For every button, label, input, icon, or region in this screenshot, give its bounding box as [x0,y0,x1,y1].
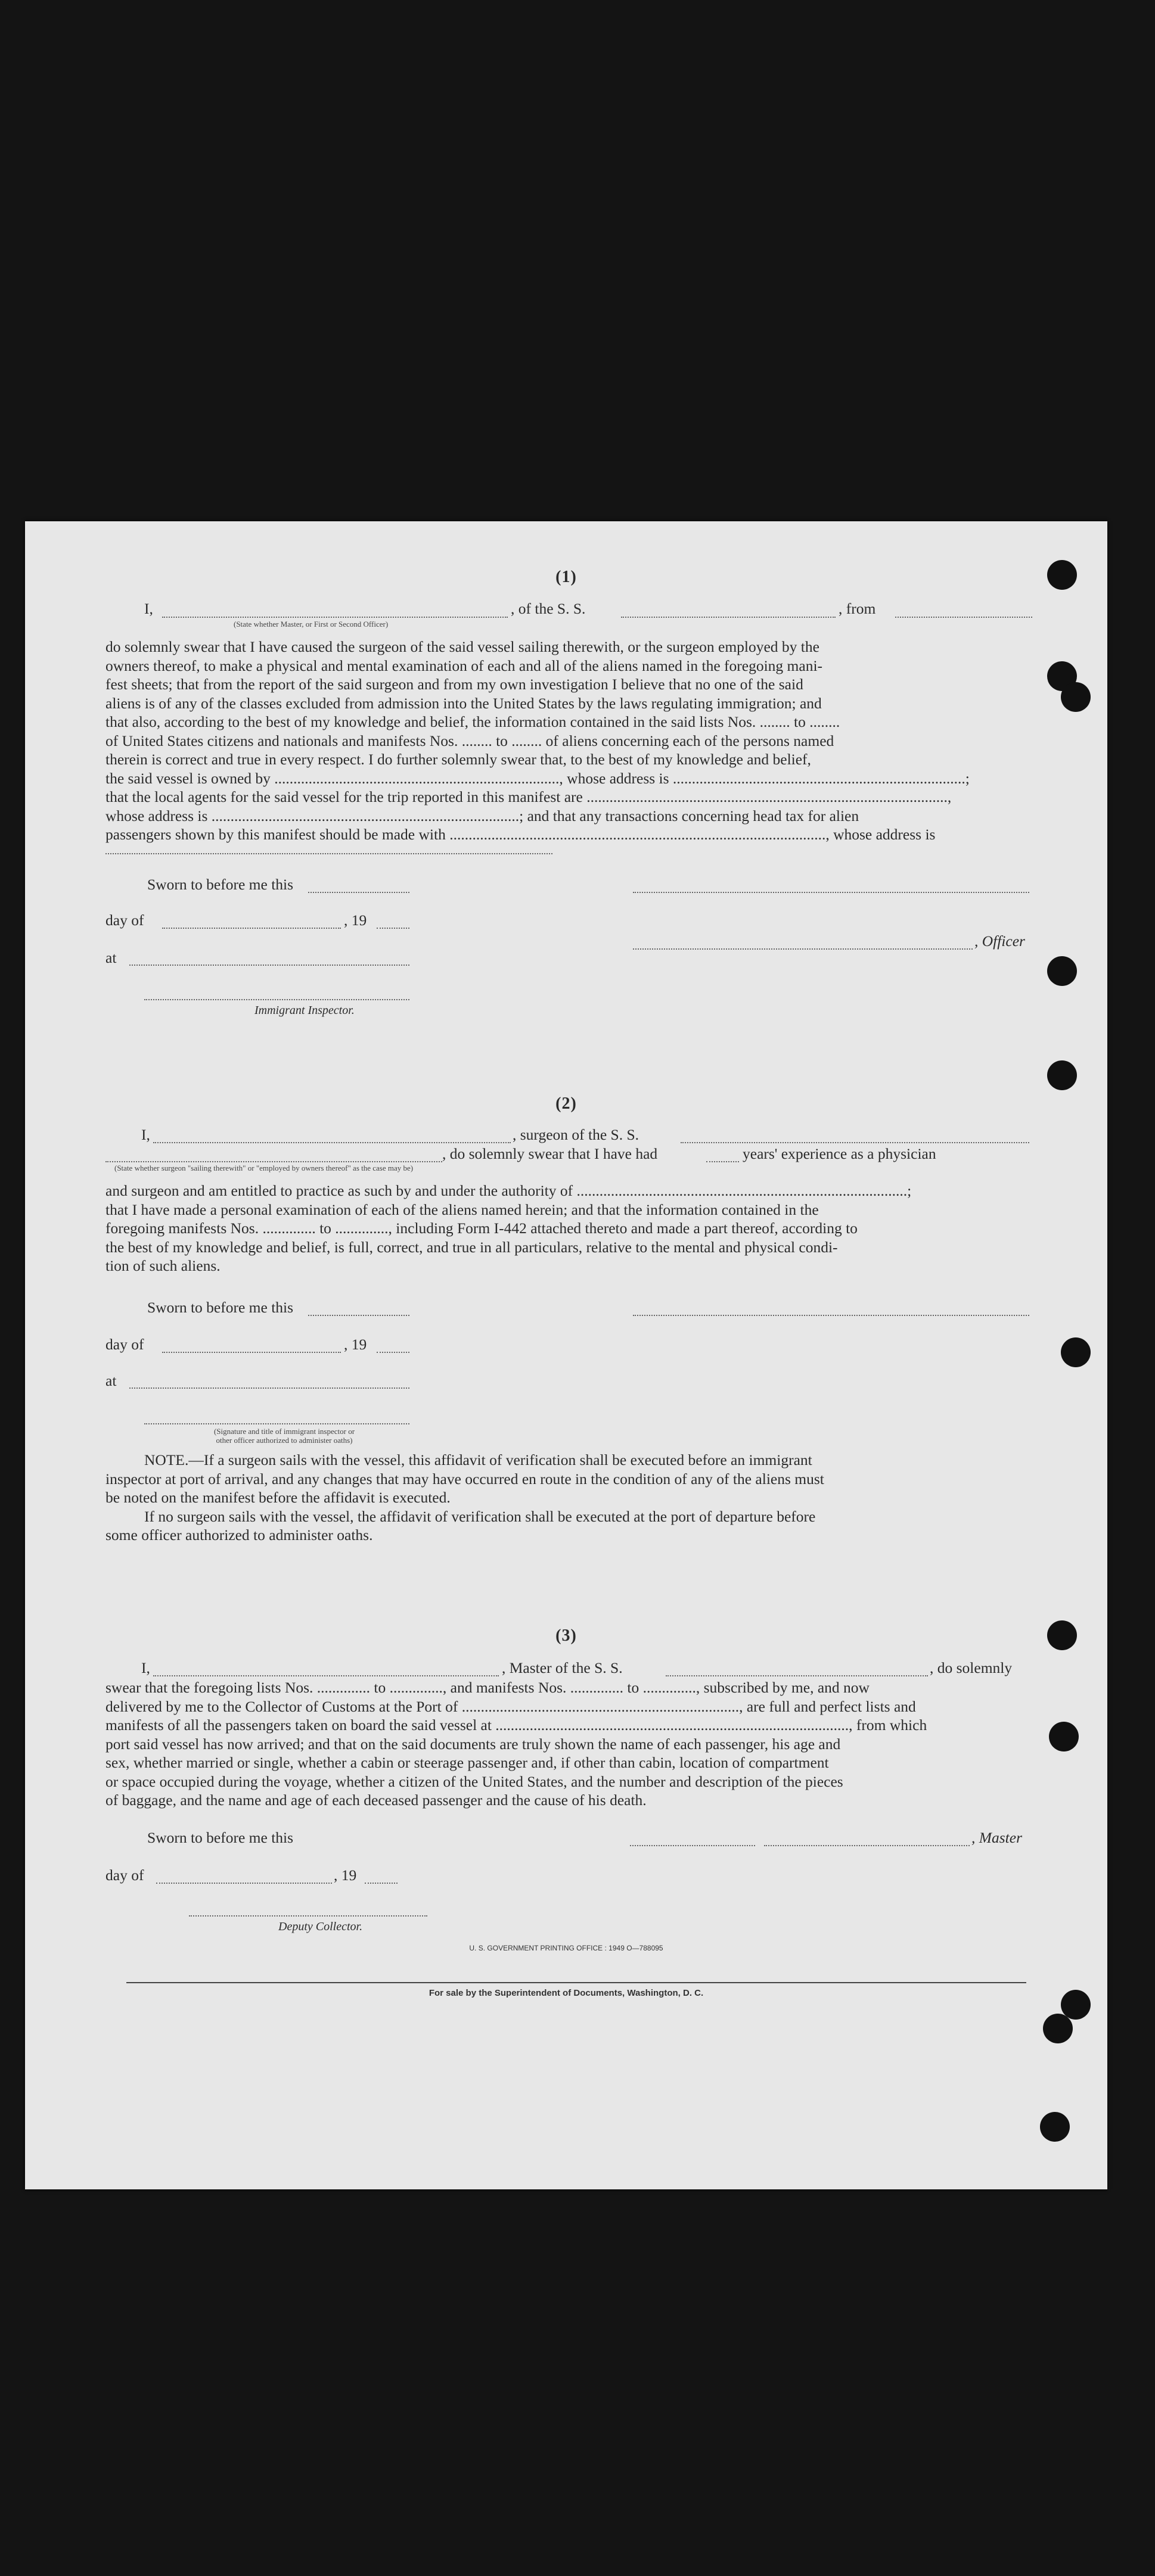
s1-from-label: , from [839,600,876,617]
s1-i: I, [144,600,153,617]
s3-sign-field-a [630,1844,755,1846]
s1-from-field [895,615,1032,618]
printing-office-line: U. S. GOVERNMENT PRINTING OFFICE : 1949 O—788095 [469,1944,663,1952]
s2-body: and surgeon and am entitled to practice as such by and under the authority of .......................................................................................; that I have made a personal examination of each of the aliens named herein; and that the information contained in the foregoing manifests Nos. .............. to .............., including Form I-442 attached thereto and made a part thereof, according to the best of my knowledge and belief, is full, correct, and true in all particulars, relative to the mental and physical condi- tion of such aliens. [105,1182,912,1274]
s1-sworn: Sworn to before me this [147,876,294,893]
s2-vessel-field [681,1141,1029,1143]
s1-day-of: day of [105,911,144,929]
s3-day-field [156,1881,332,1884]
s2-at: at [105,1372,117,1389]
s1-officer: , Officer [974,932,1025,950]
section-3-number: (3) [555,1626,577,1645]
s2-at-field [129,1386,409,1389]
punch-hole [1049,1722,1079,1751]
s3-body: swear that the foregoing lists Nos. .............. to .............., and manifests Nos. .............. to .............., subscribed by me, and now delivered by me to the Collector of Customs at the Port of ........................................................................., are full and perfect lists and manifests of all the passengers taken on board the said vessel at ............................................................................................., from which port said vessel has now arrived; and that on the said documents are truly shown the name of each passenger, his age and sex, whether married or single, whether a cabin or steerage passenger and, if other than cabin, location of compartment or space occupied during the voyage, whether a citizen of the United States, and the number and description of the pieces of baggage, and the name and age of each deceased passenger and the cause of his death. [105,1679,927,1809]
s1-vessel-label: , of the S. S. [511,600,586,617]
s3-i: I, [141,1659,150,1676]
sale-line: For sale by the Superintendent of Documents, Washington, D. C. [429,1988,704,1998]
s3-collector-field [189,1914,427,1917]
s1-address-field [105,852,552,854]
punch-hole [1047,1060,1077,1090]
s2-day-of: day of [105,1336,144,1353]
s2-years-field [706,1160,739,1162]
section-1-number: (1) [555,568,577,586]
s3-sworn: Sworn to before me this [147,1829,294,1846]
s3-master: , Master of the S. S. [502,1659,623,1676]
s2-sworn: Sworn to before me this [147,1299,294,1316]
s3-name-field [153,1674,499,1676]
s3-end: , do solemnly [930,1659,1013,1676]
s1-at: at [105,949,117,966]
s1-officer-sign-field [633,891,1029,893]
footer-rule [126,1982,1026,1983]
s3-day-of: day of [105,1866,144,1884]
s1-inspector: Immigrant Inspector. [254,1004,355,1017]
s1-day-field [162,926,341,929]
s2-day-field [162,1351,341,1353]
s2-note: NOTE.—If a surgeon sails with the vessel, this affidavit of verification shall be executed before an immigrant inspector at port of arrival, and any changes that may have occurred en route in the condition of any of the aliens must be noted on the manifest before the affidavit is executed. If no surgeon sails with the vessel, the affidavit of verification shall be executed at the port of departure before some officer authorized to administer oaths. [105,1451,824,1544]
punch-hole [1043,2014,1073,2043]
s3-master-label: , Master [971,1829,1022,1846]
punch-hole [1047,560,1077,590]
s2-inspector-field [144,1422,409,1424]
s3-year: , 19 [334,1866,357,1884]
punch-hole [1047,1620,1077,1650]
s2-line2: , do solemnly swear that I have had [442,1145,658,1162]
s2-name-field [153,1141,511,1143]
s2-type-field [105,1160,442,1162]
punch-hole [1040,2112,1070,2142]
s1-at-field [129,963,409,966]
s1-year-field [377,926,409,929]
s1-inspector-field [144,998,409,1000]
s2-year: , 19 [344,1336,367,1353]
punch-hole [1061,682,1091,712]
s1-vessel-field [621,615,836,618]
s2-i: I, [141,1126,150,1143]
s1-year: , 19 [344,911,367,929]
s3-collector: Deputy Collector. [278,1920,363,1933]
s1-line1 [144,600,153,618]
s2-caption: (State whether surgeon "sailing therewith" or "employed by owners thereof" as the case may be) [114,1163,414,1172]
s2-year-field [377,1351,409,1353]
s1-caption: (State whether Master, or First or Second Officer) [234,620,389,629]
s3-sign-field-b [764,1844,970,1846]
s2-sworn-field [308,1314,409,1316]
s2-sig-caption: (Signature and title of immigrant inspector or other officer authorized to administer oaths) [213,1427,355,1445]
s2-surgeon-sign-field [633,1314,1029,1316]
s1-sworn-field [308,891,409,893]
punch-hole [1061,1337,1091,1367]
s1-body: do solemnly swear that I have caused the surgeon of the said vessel sailing therewith, or the surgeon employed by the owners thereof, to make a physical and mental examination of each and all of the aliens named in the foregoing mani- fest sheets; that from the report of the said surgeon and from my own investigation I believe that no one of the said aliens is of any of the classes excluded from admission into the United States by the laws regulating immigration; and that also, according to the best of my knowledge and belief, the information contained in the said lists Nos. ........ to ........ of United States citizens and nationals and manifests Nos. ........ to ........ of aliens concerning each of the persons named therein is correct and true in every respect. I do further solemnly swear that, to the best of my knowledge and belief, the said vessel is owned by ..........................................................................., whose address is .............................................................................; that the local agents for the said vessel for the trip reported in this manifest are ..............................................................................................., whose address is .................................................................................; and that any transactions concerning head tax for alien passengers shown by this manifest should be made with ..................................................................................................., whose address is [105,638,970,843]
document-page [25,521,1107,2189]
s2-years: years' experience as a physician [743,1145,936,1162]
s1-officer-field [633,947,973,950]
s2-surgeon: , surgeon of the S. S. [513,1126,639,1143]
s1-name-field [162,615,508,618]
s3-vessel-field [666,1674,928,1676]
s3-year-field [365,1881,398,1884]
section-2-number: (2) [555,1094,577,1113]
punch-hole [1047,956,1077,986]
